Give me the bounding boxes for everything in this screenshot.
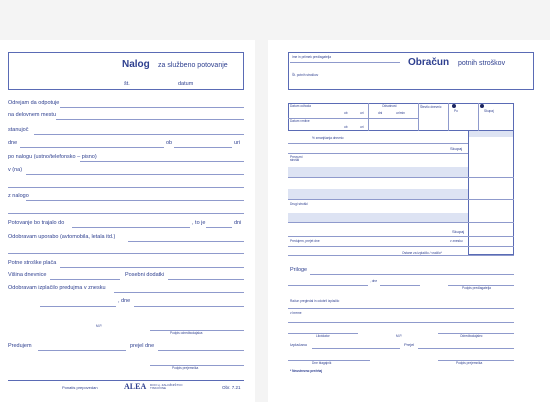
fill-line[interactable]	[288, 322, 514, 323]
fill-line[interactable]	[206, 227, 232, 228]
fill-line[interactable]	[114, 292, 244, 293]
charge-to-label: v breme	[290, 311, 302, 315]
form-subtitle: potnih stroškov	[458, 60, 506, 67]
line-label: Odobravam izplačilo predujma v znesku	[8, 285, 106, 291]
proposer-name-label: Ime in priimek predlagatelja	[292, 55, 331, 59]
departure-date-label: Datum odhoda	[290, 104, 311, 108]
time-label: ob	[344, 125, 348, 129]
other-costs-label: Drugi stroški	[290, 202, 308, 206]
line-label: z nalogo	[8, 193, 29, 199]
liquidator-label: Likvidator	[316, 334, 330, 338]
fill-line[interactable]	[174, 147, 232, 148]
date-sep-label: , dne	[118, 298, 131, 304]
report-number-label: Št. potnih stroškov	[292, 73, 319, 77]
shaded-cell	[469, 131, 513, 137]
column-marker-icon	[452, 104, 456, 108]
fill-line[interactable]	[168, 279, 244, 280]
approval-label: Račun pregledal in odobril izplačilo	[290, 299, 340, 303]
line-label: Višina dnevnice	[8, 272, 47, 278]
divider	[448, 103, 449, 131]
fill-line[interactable]	[418, 348, 514, 349]
approver-signature-label: Podpis odredbodajalca	[170, 331, 203, 335]
fill-line[interactable]	[8, 213, 244, 214]
row-line	[288, 199, 514, 200]
transport-costs-label: Prevozni stroški	[290, 155, 303, 163]
attachments-label: Priloge	[290, 267, 308, 273]
allowance-count-label: Število dnevnic	[420, 105, 442, 109]
fill-line[interactable]	[34, 134, 244, 135]
return-date-label: Datum vrnitve	[290, 119, 310, 123]
expense-report-form	[268, 40, 550, 402]
fill-line[interactable]	[26, 174, 244, 175]
divider	[418, 103, 419, 131]
that-is-label: , to je	[192, 220, 206, 226]
fill-line[interactable]	[50, 279, 120, 280]
fill-line[interactable]	[26, 200, 244, 201]
hours-min-label: ur/min	[396, 111, 405, 115]
line-label: Odrejam da odpotuje	[8, 100, 60, 106]
divider	[368, 103, 369, 131]
fill-line[interactable]	[288, 308, 514, 309]
seal-label: M.P.	[396, 334, 403, 338]
fill-line[interactable]	[60, 107, 244, 108]
fill-line[interactable]	[8, 253, 244, 254]
amount-label: v znesku	[450, 239, 463, 243]
line-label: Potovanje bo trajalo do	[8, 220, 65, 226]
footer-divider	[8, 380, 244, 381]
publisher-text: DOO Lj. ZALOŽNIŠTVO TISKOVINE	[150, 383, 183, 390]
days-label: dni	[234, 220, 242, 226]
recipient-signature-label: Podpis prejemnika	[456, 361, 483, 365]
fill-line[interactable]	[128, 241, 244, 242]
recipient-signature-label: Podpis prejemnika	[172, 366, 199, 370]
line-label: po nalogu (ustno/telefonsko – pisno)	[8, 154, 97, 160]
date-label: datum	[178, 81, 194, 87]
line-label: Odobravam uporabo (avtomobila, letala itd.)	[8, 234, 116, 240]
fill-line[interactable]	[38, 350, 126, 351]
fill-line[interactable]	[72, 227, 190, 228]
form-title: Obračun	[408, 57, 450, 68]
approver-label: Odredbodajalec	[460, 334, 483, 338]
hours-label: uri	[360, 125, 364, 129]
cashier-label: Dne blagajnik	[312, 361, 332, 365]
row-line	[288, 143, 468, 144]
received-label: Prejel	[404, 342, 415, 347]
row-line	[288, 222, 514, 223]
hours-label: uri	[234, 140, 241, 146]
rate-label: Po	[454, 109, 458, 113]
received-on-label: prejel dne	[130, 343, 155, 349]
subtotal-label: Skupaj	[450, 146, 463, 151]
fill-line[interactable]	[40, 306, 116, 307]
fill-line[interactable]	[80, 161, 244, 162]
row-line	[288, 255, 514, 256]
row-line	[288, 246, 514, 247]
time-label: ob	[344, 111, 348, 115]
fill-line[interactable]	[288, 285, 368, 286]
reprint-notice: Ponatis prepovedan	[62, 385, 98, 390]
remaining-label: Ostane za izplačilo / vračilo*	[402, 251, 442, 255]
fill-line[interactable]	[290, 62, 400, 63]
fill-line[interactable]	[380, 285, 420, 286]
row-line	[288, 236, 514, 237]
line-label: dne	[8, 140, 18, 146]
shaded-row[interactable]	[288, 213, 468, 222]
number-label: št.	[124, 81, 130, 87]
fill-line[interactable]	[310, 274, 514, 275]
divider	[478, 103, 479, 131]
alea-logo: ALEA	[124, 382, 147, 391]
fill-line[interactable]	[20, 147, 164, 148]
fill-line[interactable]	[158, 350, 244, 351]
line-label: v (na)	[8, 167, 23, 173]
paid-label: Izplačano	[290, 342, 308, 347]
shaded-row[interactable]	[288, 189, 468, 199]
footnote: * Neustrezno prečrtaj	[290, 369, 323, 373]
line-label: na delovnem mestu	[8, 112, 56, 118]
reduction-label: % zmanjšanja dnevnic	[312, 136, 344, 140]
form-title: Nalog	[122, 59, 150, 70]
time-label: ob	[166, 140, 173, 146]
total-label: Skupaj	[484, 109, 494, 113]
column-marker-icon	[480, 104, 484, 108]
travel-order-form	[0, 40, 255, 402]
days-label: dni	[378, 111, 383, 115]
seal-label: M.P.	[96, 324, 103, 328]
advance-received-label: Predujem, prejet dne	[290, 239, 320, 243]
fill-line[interactable]	[60, 267, 244, 268]
line-label: Potne stroške plača	[8, 260, 57, 266]
special-allowances-label: Posebni dodatki	[125, 272, 165, 278]
fill-line[interactable]	[134, 306, 244, 307]
advance-label: Predujem	[8, 343, 32, 349]
form-code: Obr. 7.21	[222, 385, 241, 390]
line-label: stanujoč	[8, 127, 29, 133]
fill-line[interactable]	[8, 187, 244, 188]
row-line	[288, 153, 468, 154]
proposer-signature-label: Podpis predlagatelja	[462, 286, 491, 290]
date-sep-label: , dne	[370, 279, 378, 283]
fill-line[interactable]	[312, 348, 400, 349]
shaded-row[interactable]	[288, 167, 468, 177]
absence-label: Odsotnost	[382, 104, 397, 108]
total-label: Skupaj	[452, 229, 465, 234]
form-subtitle: za službeno potovanje	[158, 62, 228, 69]
fill-line[interactable]	[56, 119, 244, 120]
row-line	[288, 177, 514, 178]
hours-label: uri	[360, 111, 364, 115]
